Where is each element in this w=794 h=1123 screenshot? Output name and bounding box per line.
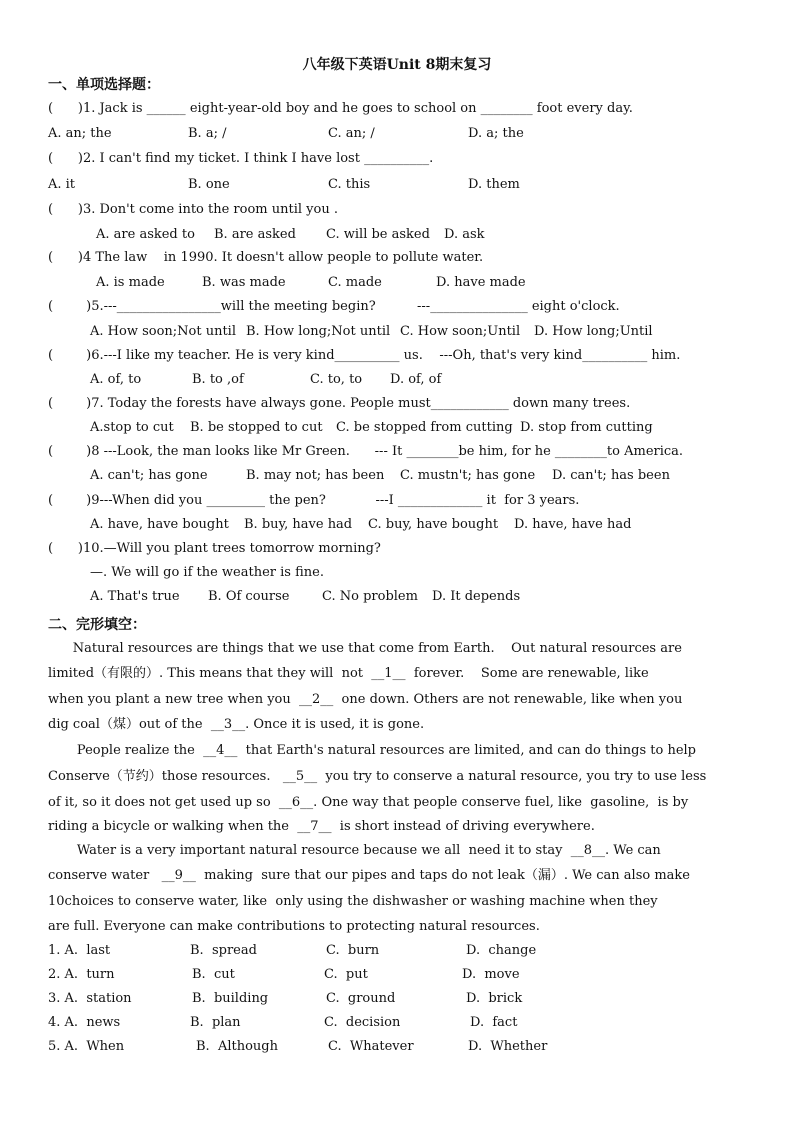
choice-d: D. move xyxy=(462,967,520,982)
question-stem: ( )1. Jack is ______ eight-year-old boy and he goes to school on ________ foot every day. xyxy=(48,101,633,116)
question-options xyxy=(48,177,668,193)
option-a: A. have, have bought xyxy=(90,517,229,532)
option-c: C. No problem xyxy=(322,589,418,604)
question-stem: ( )9---When did you _________ the pen? ---I _____________ it for 3 years. xyxy=(48,493,580,508)
question-options xyxy=(90,468,670,484)
option-d: D. them xyxy=(468,177,520,192)
option-c: C. buy, have bought xyxy=(368,517,499,532)
option-b: B. to ,of xyxy=(192,372,244,387)
cloze-choice-row xyxy=(48,1039,568,1055)
question-stem-reply: —. We will go if the weather is fine. xyxy=(90,565,324,580)
option-c: C. an; / xyxy=(328,126,375,141)
option-d: D. It depends xyxy=(432,589,521,604)
option-d: D. can't; has been xyxy=(552,468,670,483)
question-stem: ( )6.---I like my teacher. He is very kind__________ us. ---Oh, that's very kind__________ him. xyxy=(48,348,681,363)
passage-line: 10choices to conserve water, like only using the dishwasher or washing machine when they xyxy=(48,894,658,909)
option-a: A. of, to xyxy=(90,372,142,387)
option-b: B. was made xyxy=(202,275,286,290)
question-stem: ( )8 ---Look, the man looks like Mr Green. --- It ________be him, for he ________to America. xyxy=(48,444,684,459)
option-a: A. can't; has gone xyxy=(90,468,208,483)
option-a: A. is made xyxy=(96,275,165,290)
choice-a: 1. A. last xyxy=(48,943,111,958)
question-options xyxy=(90,372,590,388)
question-options xyxy=(90,420,653,436)
option-a: A. are asked to xyxy=(96,227,195,242)
cloze-choice-row xyxy=(48,943,568,959)
passage-line: conserve water __9__ making sure that our pipes and taps do not leak（漏）. We can also make xyxy=(48,868,690,883)
page-title: 八年级下英语Unit 8期末复习 xyxy=(302,57,492,73)
option-d: D. of, of xyxy=(390,372,442,387)
question-options xyxy=(96,275,596,291)
choice-c: C. decision xyxy=(324,1015,401,1030)
option-d: D. ask xyxy=(444,227,485,242)
option-b: B. are asked xyxy=(214,227,296,242)
option-c: C. be stopped from cutting xyxy=(336,420,513,435)
option-a: A. How soon;Not until xyxy=(90,324,236,339)
choice-a: 4. A. news xyxy=(48,1015,121,1030)
question-stem: ( )2. I can't find my ticket. I think I have lost __________. xyxy=(48,151,434,166)
question-stem: ( )7. Today the forests have always gone. People must____________ down many trees. xyxy=(48,396,631,411)
choice-b: B. cut xyxy=(192,967,235,982)
choice-c: C. burn xyxy=(326,943,380,958)
option-b: B. Of course xyxy=(208,589,290,604)
question-options xyxy=(90,589,570,605)
choice-b: B. plan xyxy=(190,1015,241,1030)
option-b: B. How long;Not until xyxy=(246,324,391,339)
section-heading-cloze: 二、完形填空： xyxy=(48,617,146,633)
passage-line: of it, so it does not get used up so __6__. One way that people conserve fuel, like gasoline, is by xyxy=(48,795,689,810)
option-c: C. to, to xyxy=(310,372,363,387)
choice-b: B. building xyxy=(192,991,269,1006)
question-stem: ( )10.—Will you plant trees tomorrow morning? xyxy=(48,541,381,556)
option-c: C. will be asked xyxy=(326,227,430,242)
option-b: B. one xyxy=(188,177,230,192)
choice-b: B. Although xyxy=(196,1039,278,1054)
option-b: B. may not; has been xyxy=(246,468,385,483)
option-a: A. That's true xyxy=(90,589,180,604)
option-c: C. mustn't; has gone xyxy=(400,468,536,483)
choice-d: D. fact xyxy=(470,1015,518,1030)
question-options xyxy=(96,227,596,243)
passage-line: People realize the __4__ that Earth's natural resources are limited, and can do things to help xyxy=(48,743,697,758)
passage-line: are full. Everyone can make contributions to protecting natural resources. xyxy=(48,919,540,934)
option-a: A.stop to cut xyxy=(90,420,174,435)
choice-a: 5. A. When xyxy=(48,1039,125,1054)
passage-line: dig coal（煤）out of the __3__. Once it is used, it is gone. xyxy=(48,717,425,732)
option-c: C. How soon;Until xyxy=(400,324,521,339)
option-b: B. a; / xyxy=(188,126,227,141)
cloze-choice-row xyxy=(48,991,568,1007)
question-stem: ( )4 The law in 1990. It doesn't allow people to pollute water. xyxy=(48,250,484,265)
cloze-choice-row xyxy=(48,967,568,983)
option-c: C. this xyxy=(328,177,371,192)
choice-c: C. Whatever xyxy=(328,1039,414,1054)
option-a: A. it xyxy=(48,177,76,192)
choice-b: B. spread xyxy=(190,943,257,958)
passage-line: when you plant a new tree when you __2__ one down. Others are not renewable, like when you xyxy=(48,692,683,707)
choice-d: D. brick xyxy=(466,991,523,1006)
option-b: B. buy, have had xyxy=(244,517,353,532)
choice-d: D. Whether xyxy=(468,1039,548,1054)
option-d: D. stop from cutting xyxy=(520,420,653,435)
passage-line: Conserve（节约）those resources. __5__ you try to conserve a natural resource, you try to use less xyxy=(48,769,707,784)
option-b: B. be stopped to cut xyxy=(190,420,323,435)
choice-a: 2. A. turn xyxy=(48,967,115,982)
passage-line: limited（有限的）. This means that they will not __1__ forever. Some are renewable, like xyxy=(48,666,649,681)
question-options xyxy=(90,517,650,533)
passage-line: riding a bicycle or walking when the __7__ is short instead of driving everywhere. xyxy=(48,819,595,834)
option-d: D. How long;Until xyxy=(534,324,653,339)
passage-line: Natural resources are things that we use that come from Earth. Out natural resources are xyxy=(48,641,682,656)
choice-d: D. change xyxy=(466,943,537,958)
option-d: D. a; the xyxy=(468,126,524,141)
question-stem: ( )3. Don't come into the room until you . xyxy=(48,202,338,217)
choice-a: 3. A. station xyxy=(48,991,132,1006)
cloze-choice-row xyxy=(48,1015,568,1031)
option-d: D. have made xyxy=(436,275,526,290)
option-a: A. an; the xyxy=(48,126,112,141)
option-c: C. made xyxy=(328,275,382,290)
section-heading-single-choice: 一、单项选择题： xyxy=(48,77,160,93)
passage-line: Water is a very important natural resource because we all need it to stay __8__. We can xyxy=(48,843,661,858)
question-options xyxy=(48,126,668,142)
option-d: D. have, have had xyxy=(514,517,632,532)
choice-c: C. ground xyxy=(326,991,396,1006)
choice-c: C. put xyxy=(324,967,368,982)
question-options xyxy=(90,324,653,340)
question-stem: ( )5.---________________will the meeting begin? ---_______________ eight o'clock. xyxy=(48,299,620,314)
